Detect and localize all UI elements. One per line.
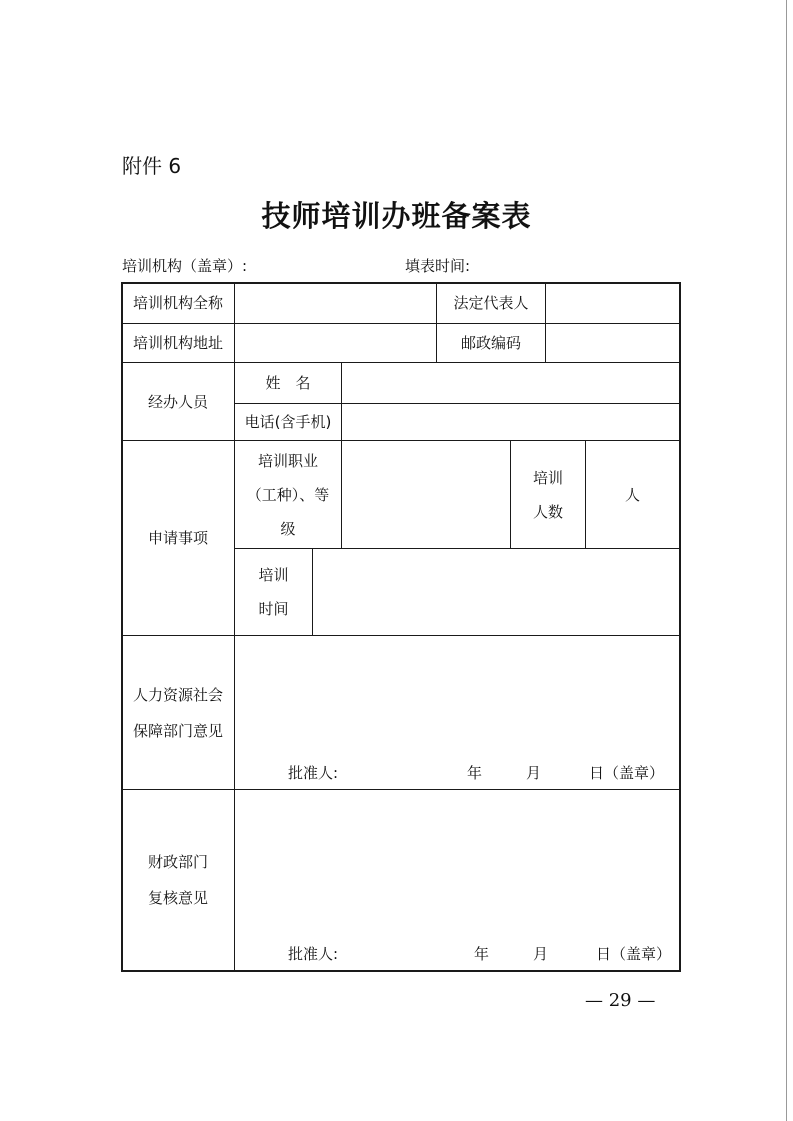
hr-opinion-field[interactable]: [235, 636, 679, 761]
attachment-label: 附件 6: [122, 154, 182, 178]
table-border-right: [679, 282, 681, 972]
occupation-field[interactable]: [342, 441, 510, 548]
people-unit[interactable]: 人: [624, 485, 640, 504]
phone-field[interactable]: [342, 404, 679, 440]
count-line: 人数: [532, 502, 563, 521]
org-stamp-label: 培训机构（盖章）:: [122, 257, 248, 275]
handler-label: 经办人员: [147, 392, 208, 411]
count-line: 培训: [532, 468, 563, 487]
finance-month-label: 月: [533, 945, 549, 963]
hr-month-label: 月: [526, 764, 542, 782]
postcode-label: 邮政编码: [460, 334, 521, 352]
hr-opinion-label: [122, 636, 234, 789]
org-full-name-field[interactable]: [235, 283, 436, 323]
count-label: [511, 441, 585, 548]
hr-opinion-line: 人力资源社会: [132, 685, 223, 704]
time-line: 时间: [258, 600, 289, 618]
hr-day-stamp-label: 日（盖章）: [589, 764, 665, 782]
finance-day-stamp-label: 日（盖章）: [596, 945, 672, 963]
hr-approver-label: 批准人:: [288, 764, 339, 782]
finance-year-label: 年: [474, 945, 490, 963]
finance-approver-label: 批准人:: [288, 945, 339, 963]
occupation-line: （工种）、等: [246, 485, 330, 504]
postcode-field[interactable]: [546, 324, 679, 362]
time-label: [235, 549, 312, 635]
hr-opinion-line: 保障部门意见: [132, 721, 223, 740]
page-edge: [786, 0, 787, 1121]
finance-opinion-label: [122, 790, 234, 970]
form-title: 技师培训办班备案表: [261, 199, 532, 233]
org-address-field[interactable]: [235, 324, 436, 362]
legal-rep-label: 法定代表人: [453, 294, 529, 312]
finance-opinion-line: 财政部门: [147, 853, 208, 871]
legal-rep-field[interactable]: [546, 283, 679, 323]
time-line: 培训: [258, 566, 289, 584]
hr-year-label: 年: [467, 764, 483, 782]
org-address-label: 培训机构地址: [132, 334, 223, 352]
fill-time-label: 填表时间:: [405, 257, 471, 275]
table-border-bottom: [121, 970, 681, 972]
name-field[interactable]: [342, 363, 679, 403]
name-label: 姓 名: [265, 374, 311, 392]
phone-label: 电话(含手机): [244, 413, 332, 431]
org-full-name-label: 培训机构全称: [132, 294, 223, 312]
application-label: 申请事项: [147, 529, 208, 547]
time-field[interactable]: [313, 549, 679, 635]
page-number: — 29 —: [585, 990, 656, 1011]
finance-opinion-line: 复核意见: [147, 889, 208, 907]
finance-opinion-field[interactable]: [235, 790, 679, 940]
occupation-line: 级: [280, 519, 296, 538]
occupation-label: [235, 441, 341, 548]
occupation-line: 培训职业: [257, 451, 318, 470]
